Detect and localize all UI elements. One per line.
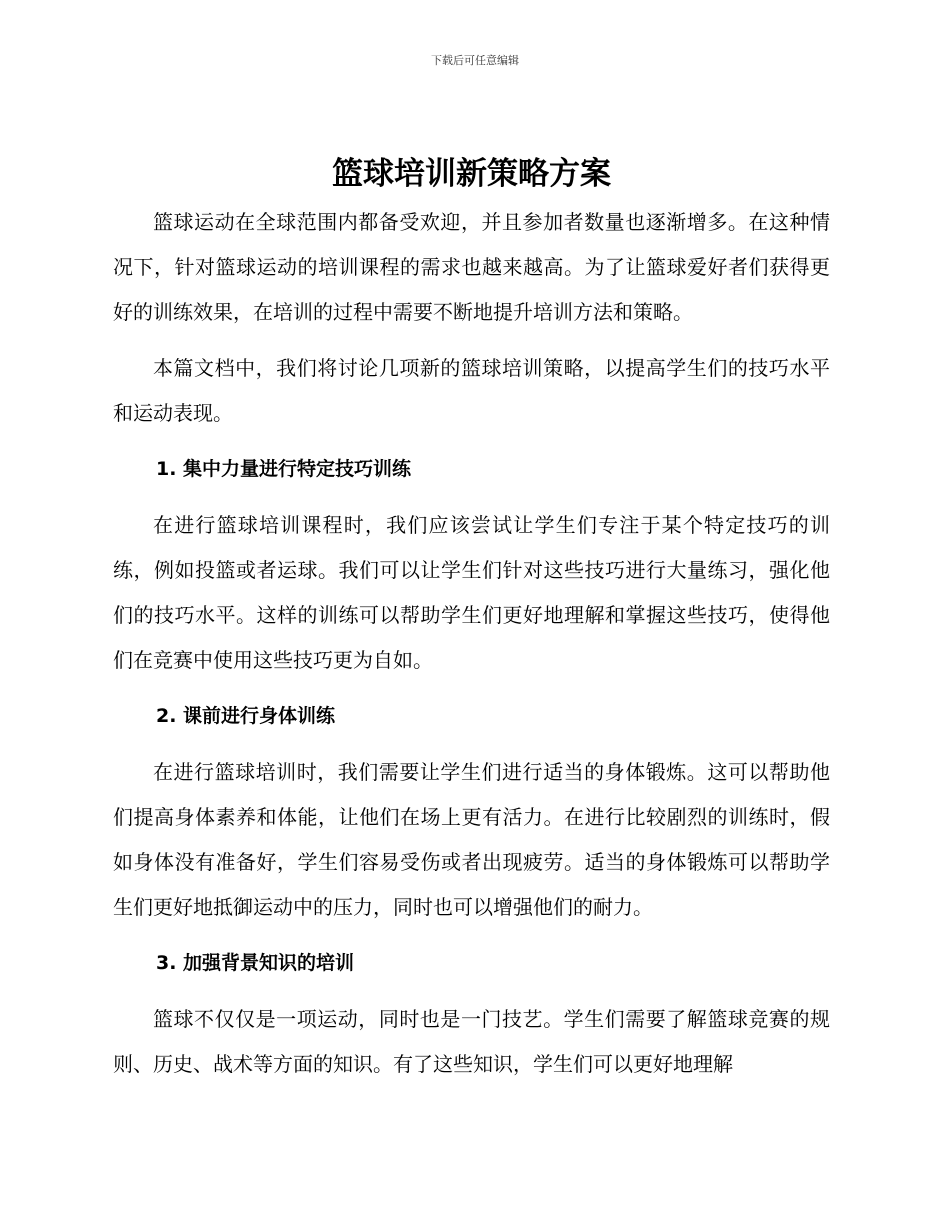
section-heading-2: 2. 课前进行身体训练 xyxy=(156,705,336,727)
intro-paragraph-1: 篮球运动在全球范围内都备受欢迎，并且参加者数量也逐渐增多。在这种情况下，针对篮球运动的培训课程的需求也越来越高。为了让篮球爱好者们获得更好的训练效果，在培训的过程中需要不断地提升培训方法和策略。 xyxy=(113,210,830,324)
section-heading-3: 3. 加强背景知识的培训 xyxy=(156,952,355,974)
section-body-2: 在进行篮球培训时，我们需要让学生们进行适当的身体锻炼。这可以帮助他们提高身体素养和体能，让他们在场上更有活力。在进行比较剧烈的训练时，假如身体没有准备好，学生们容易受伤或者出现疲劳。适当的身体锻炼可以帮助学生们更好地抵御运动中的压力，同时也可以增强他们的耐力。 xyxy=(113,760,830,919)
page-header-note: 下载后可任意编辑 xyxy=(431,54,519,67)
section-body-3: 篮球不仅仅是一项运动，同时也是一门技艺。学生们需要了解篮球竞赛的规则、历史、战术等方面的知识。有了这些知识，学生们可以更好地理解 xyxy=(113,1007,830,1076)
document-title: 篮球培训新策略方案 xyxy=(332,156,611,192)
intro-paragraph-2: 本篇文档中，我们将讨论几项新的篮球培训策略，以提高学生们的技巧水平和运动表现。 xyxy=(113,356,830,425)
section-body-1: 在进行篮球培训课程时，我们应该尝试让学生们专注于某个特定技巧的训练，例如投篮或者运球。我们可以让学生们针对这些技巧进行大量练习，强化他们的技巧水平。这样的训练可以帮助学生们更好地理解和掌握这些技巧，使得他们在竞赛中使用这些技巧更为自如。 xyxy=(113,513,830,672)
section-heading-1: 1. 集中力量进行特定技巧训练 xyxy=(156,458,412,480)
document-body xyxy=(113,148,830,1087)
